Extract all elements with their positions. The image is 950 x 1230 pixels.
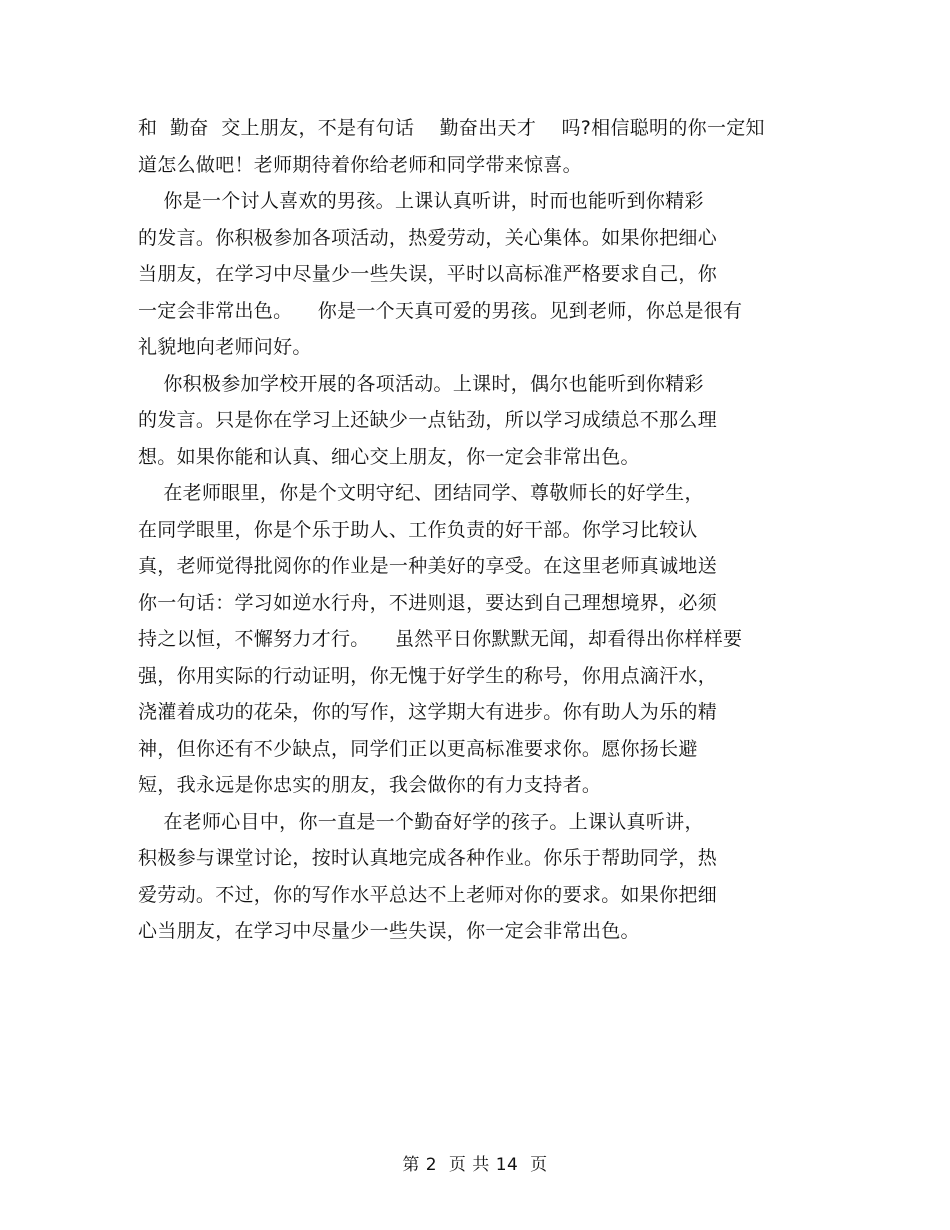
text-line: 在老师眼里，你是个文明守纪、团结同学、尊敬师长的好学生， xyxy=(138,482,704,504)
text-line: 你是一个讨人喜欢的男孩。上课认真听讲，时而也能听到你精彩 xyxy=(138,190,704,212)
text-line: 礼貌地向老师问好。 xyxy=(138,336,312,358)
text-line: 一定会非常出色。 你是一个天真可爱的男孩。见到老师，你总是很有 xyxy=(138,299,743,322)
text-line: 道怎么做吧！老师期待着你给老师和同学带来惊喜。 xyxy=(138,153,582,176)
text-line: 短，我永远是你忠实的朋友，我会做你的有力支持者。 xyxy=(138,774,602,796)
text-line: 的发言。只是你在学习上还缺少一点钻劲，所以学习成绩总不那么理 xyxy=(138,409,718,431)
text-line: 真，老师觉得批阅你的作业是一种美好的享受。在这里老师真诚地送 xyxy=(138,555,718,577)
text-line: 想。如果你能和认真、细心交上朋友，你一定会非常出色。 xyxy=(138,445,640,468)
text-line: 神，但你还有不少缺点，同学们正以更高标准要求你。愿你扬长避 xyxy=(138,737,698,760)
text-line: 持之以恒，不懈努力才行。 虽然平日你默默无闻，却看得出你样样要 xyxy=(138,628,743,650)
text-line: 你积极参加学校开展的各项活动。上课时，偶尔也能听到你精彩 xyxy=(138,372,704,395)
text-line: 积极参与课堂讨论，按时认真地完成各种作业。你乐于帮助同学，热 xyxy=(138,847,718,869)
text-line: 强，你用实际的行动证明，你无愧于好学生的称号，你用点滴汗水， xyxy=(138,664,718,687)
body-text xyxy=(138,110,818,950)
text-line: 你一句话：学习如逆水行舟，不进则退，要达到自己理想境界，必须 xyxy=(138,591,718,614)
text-line: 在同学眼里，你是个乐于助人、工作负责的好干部。你学习比较认 xyxy=(138,518,698,541)
page-number-footer: 第 2 页 共 14 页 xyxy=(402,1155,548,1175)
text-line: 在老师心目中，你一直是一个勤奋好学的孩子。上课认真听讲， xyxy=(138,810,704,833)
text-line: 心当朋友，在学习中尽量少一些失误，你一定会非常出色。 xyxy=(138,920,640,942)
text-line: 浇灌着成功的花朵，你的写作，这学期大有进步。你有助人为乐的精 xyxy=(138,701,718,723)
text-line: 和 勤奋 交上朋友，不是有句话 勤奋出天才 吗?相信聪明的你一定知 xyxy=(138,117,765,139)
text-line: 的发言。你积极参加各项活动，热爱劳动，关心集体。如果你把细心 xyxy=(138,226,718,249)
text-line: 爱劳动。不过，你的写作水平总达不上老师对你的要求。如果你把细 xyxy=(138,883,718,906)
text-line: 当朋友，在学习中尽量少一些失误，平时以高标准严格要求自己，你 xyxy=(138,263,718,285)
